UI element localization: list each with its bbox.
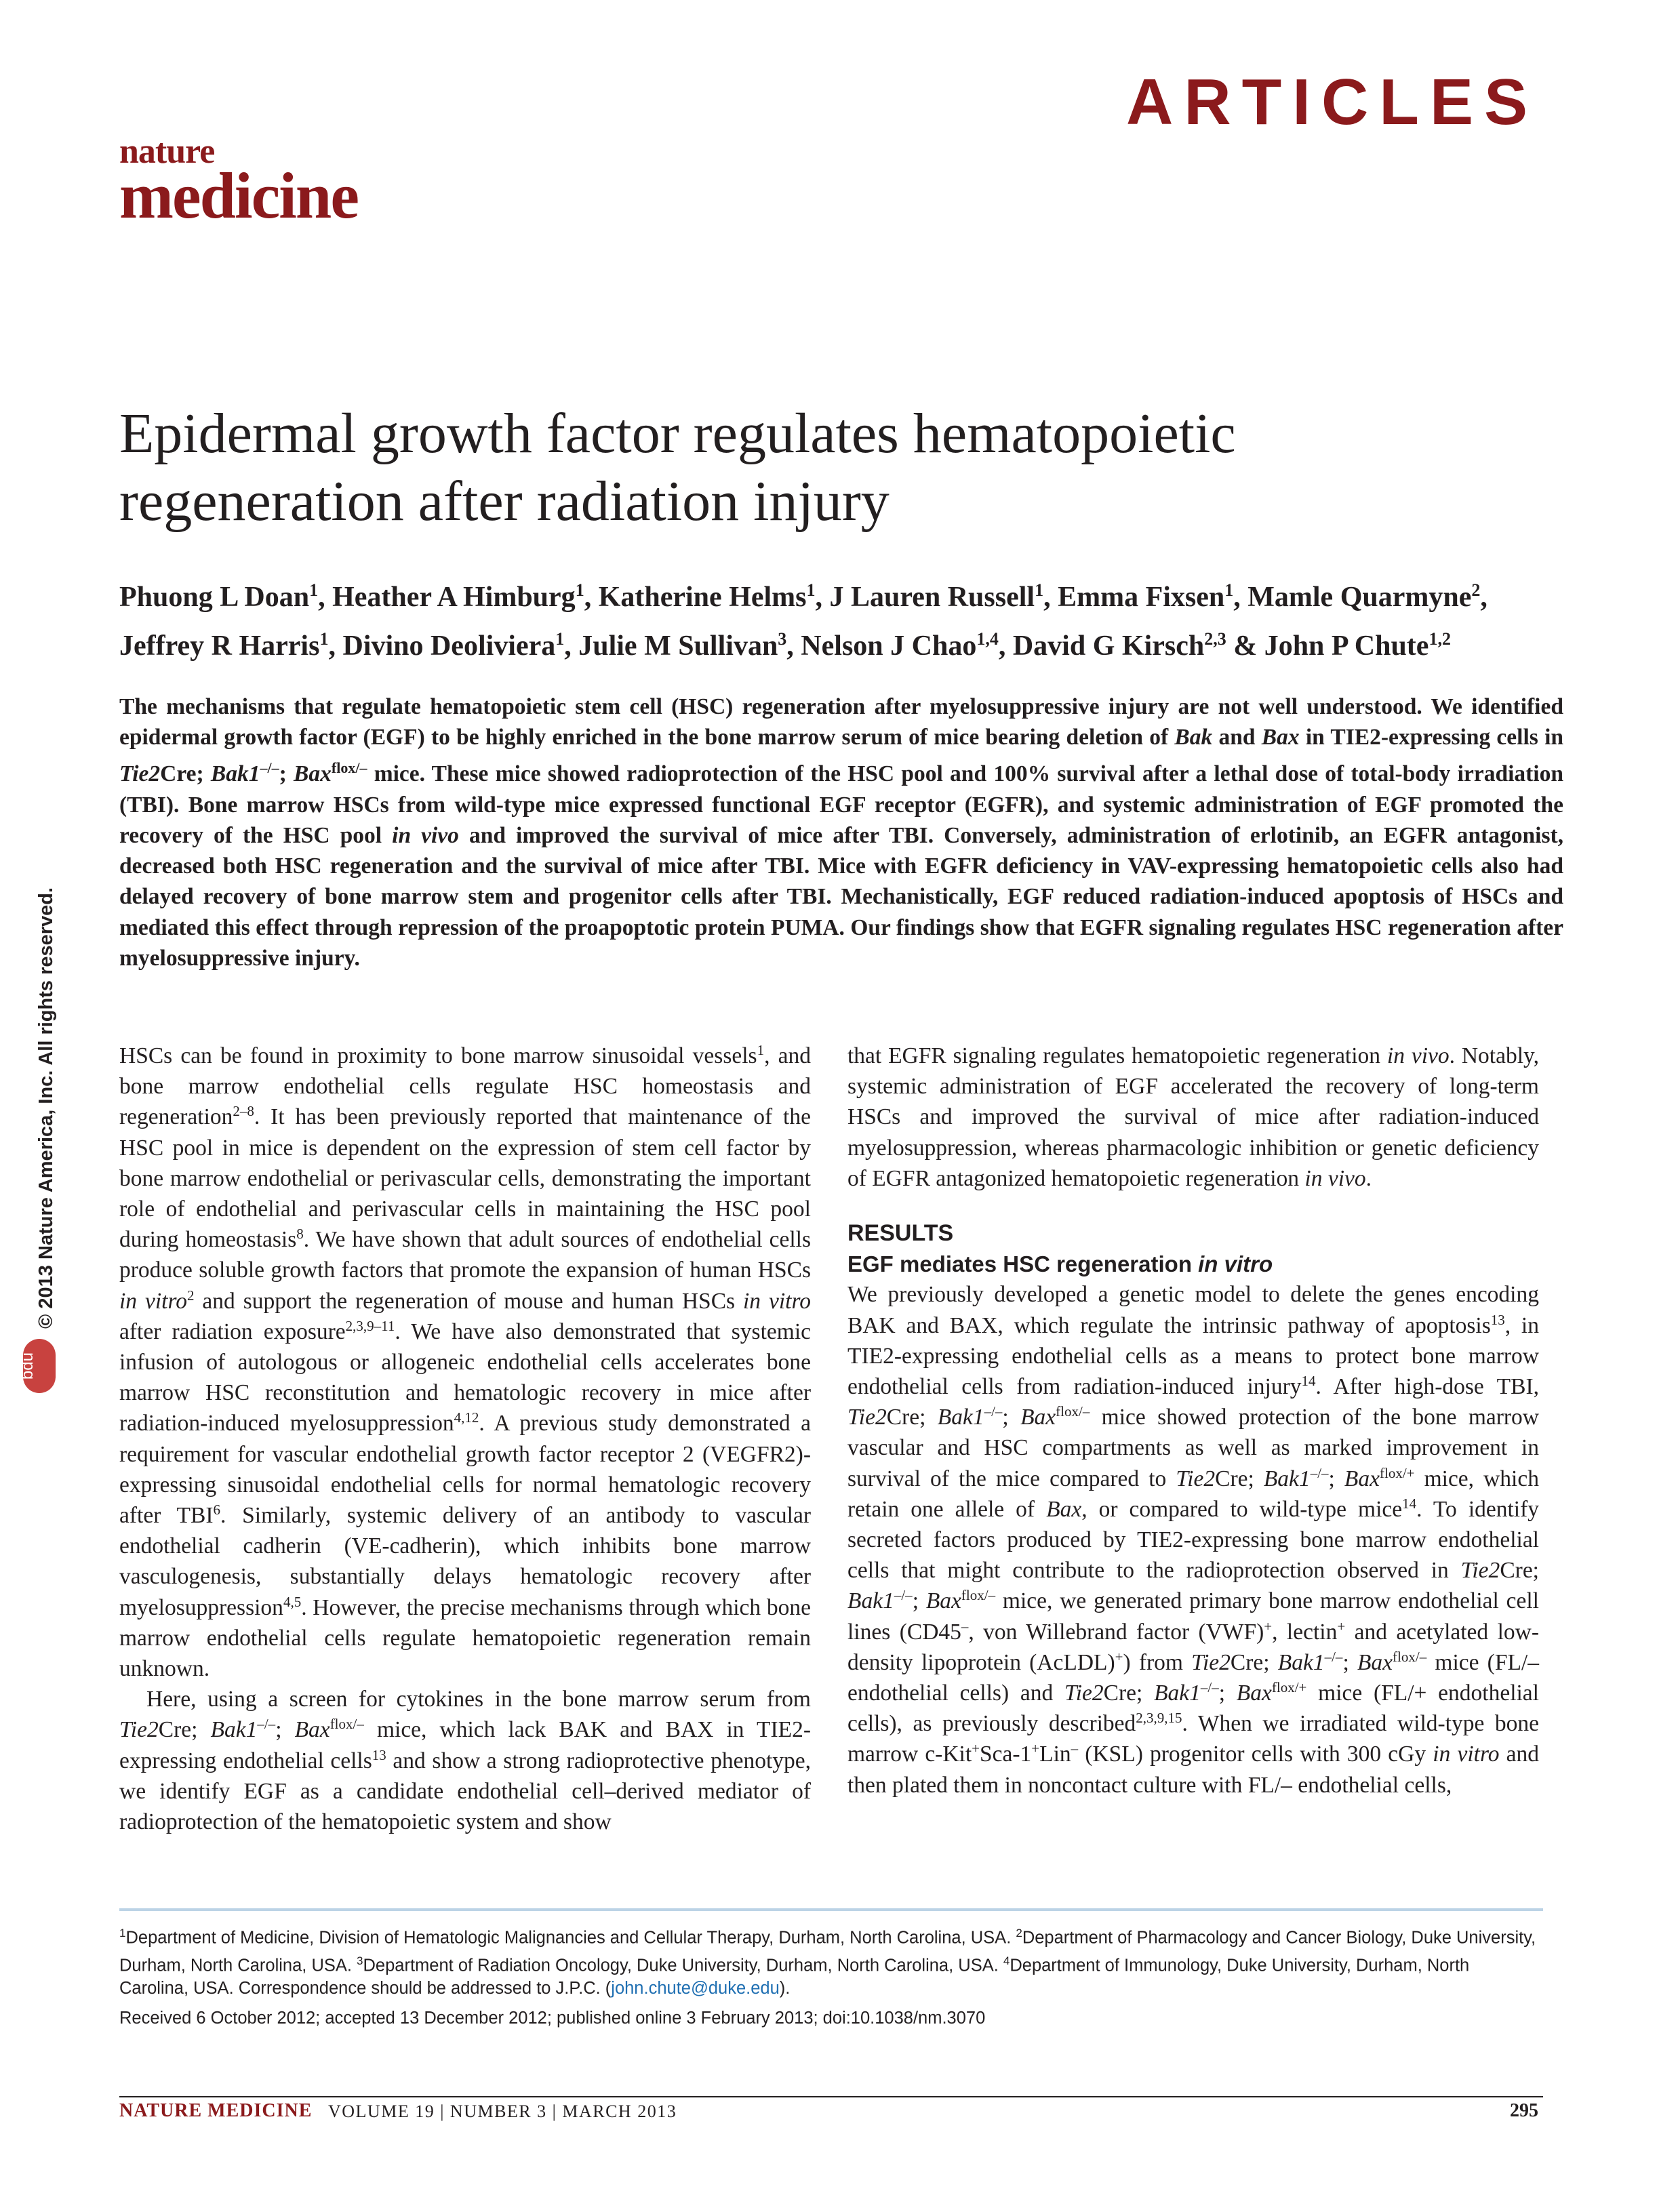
title-line1: Epidermal growth factor regulates hematopoietic xyxy=(119,402,1236,465)
affiliations xyxy=(119,1922,1543,2000)
author-name: J Lauren Russell xyxy=(829,582,1035,613)
article-title xyxy=(119,400,1543,536)
author-name: Julie M Sullivan xyxy=(578,630,778,662)
npg-logo: npg xyxy=(23,1339,56,1393)
author-list: Phuong L Doan$^1$, Heather A Himburg$^1$, Katherine Helms$^1$, J Lauren Russell$^1$, Emma Fixsen$^1$, Mamle Quarmyne$^2$, Jeffrey R Harris$^1$, Divino Deoliviera$^1$, Julie M Sullivan$^3$, Nelson J Chao$^{1,4}$, David G Kirsch$^{2,3}$ & John P Chute$^{1,2}$ xyxy=(119,580,1487,662)
text-run: mice (FL/– endothelial cells) and xyxy=(847,1649,1539,1706)
abstract-sup: flox/– xyxy=(331,759,367,777)
italic-run: Bax xyxy=(1020,1405,1056,1430)
author-name: John P Chute xyxy=(1264,630,1429,662)
journal-logo xyxy=(119,132,358,232)
author-affiliation: 1,4 xyxy=(976,629,999,649)
title-line2: regeneration after radiation injury xyxy=(119,470,890,533)
body-column-right xyxy=(847,1041,1539,1801)
superscript: – xyxy=(961,1617,969,1634)
abstract-text: Cre; xyxy=(160,761,211,787)
footer-divider xyxy=(119,2096,1543,2097)
text-run: Cre; xyxy=(1215,1466,1264,1491)
superscript: 4,5 xyxy=(283,1593,302,1610)
author-affiliation: 1 xyxy=(806,580,816,600)
text-run: Cre; xyxy=(1103,1681,1155,1706)
text-run: Department of Medicine, Division of Hematologic Malignancies and Cellular Therapy, Durham, North Carolina, USA. xyxy=(125,1928,1016,1948)
text-run: mice, which retain one allele of xyxy=(847,1466,1539,1522)
superscript: flox/+ xyxy=(1380,1464,1415,1481)
italic-run: Bax xyxy=(1236,1681,1272,1706)
text-run: Here, using a screen for cytokines in the bone marrow serum from xyxy=(146,1687,811,1712)
section-heading-results: RESULTS xyxy=(847,1220,954,1247)
superscript: 4,12 xyxy=(454,1409,479,1426)
text-run: , von Willebrand factor (VWF) xyxy=(968,1619,1264,1645)
text-run: HSCs can be found in proximity to bone marrow sinusoidal vessels xyxy=(119,1043,757,1068)
abstract-italic: in vivo xyxy=(392,822,459,848)
italic-run: Bak1 xyxy=(1277,1649,1325,1675)
author-affiliation: 2,3 xyxy=(1204,629,1226,649)
italic-run: in vitro xyxy=(119,1288,188,1314)
italic-run: Bax xyxy=(1046,1496,1082,1522)
superscript: 2–8 xyxy=(233,1103,254,1120)
italic-run: Bak1 xyxy=(847,1588,894,1614)
superscript: 8 xyxy=(296,1226,304,1243)
text-run: and acetylated low-density lipoprotein (AcLDL) xyxy=(847,1619,1539,1675)
abstract-gene: Bak xyxy=(1174,725,1213,750)
text-run: ). xyxy=(779,1979,791,1998)
author-name: Nelson J Chao xyxy=(801,630,977,662)
superscript: –/– xyxy=(894,1587,913,1604)
text-run: Cre; xyxy=(1500,1558,1539,1584)
italic-run: Bak1 xyxy=(1263,1466,1311,1491)
abstract-gene: Bak1 xyxy=(210,761,260,787)
text-run: . When we irradiated wild-type bone marrow c-Kit xyxy=(847,1711,1540,1767)
italic-run: Tie2 xyxy=(1460,1558,1500,1584)
abstract-gene: Bax xyxy=(1261,725,1300,750)
page-number: 295 xyxy=(1510,2100,1538,2121)
italic-run: in vivo xyxy=(1304,1165,1366,1191)
superscript: –/– xyxy=(984,1403,1003,1420)
italic-run: Bax xyxy=(1344,1466,1380,1491)
text-run: . To identify secreted factors produced by TIE2-expressing bone marrow endothelial cells that might contribute to the radioprotection observed in xyxy=(847,1496,1540,1584)
text-run: ; xyxy=(912,1588,926,1614)
superscript: 14 xyxy=(1301,1372,1316,1389)
superscript: flox/– xyxy=(329,1716,364,1733)
logo-line1: nature xyxy=(119,132,215,171)
abstract-text: and improved the survival of mice after TBI. Conversely, administration of erlotinib, an EGFR antagonist, decreased both HSC regeneration and the survival of mice after TBI. Mice with EGFR deficiency in VAV-expressing hematopoietic cells also had delayed recovery of bone marrow stem and progenitor cells after TBI. Mechanistically, EGF reduced radiation-induced apoptosis of HSCs and mediated this effect through repression of the proapoptotic protein PUMA. Our findings show that EGFR signaling regulates HSC regeneration after myelosuppressive injury. xyxy=(119,822,1564,971)
italic-run: Tie2 xyxy=(847,1405,887,1430)
text-run: ; xyxy=(275,1717,295,1743)
text-run: Department of Pharmacology and Cancer Biology, Duke University, Durham, North Carolina, USA. xyxy=(119,1928,1536,1975)
abstract-gene: Bax xyxy=(294,761,332,787)
paragraph xyxy=(119,1684,811,1837)
text-run: mice, which lack BAK and BAX in TIE2-expressing endothelial cells xyxy=(119,1717,811,1773)
text-run: ; xyxy=(1002,1405,1021,1430)
superscript: + xyxy=(1115,1648,1123,1665)
superscript: 1 xyxy=(757,1041,765,1058)
abstract-text: and xyxy=(1212,725,1262,750)
logo-line2: medicine xyxy=(119,159,358,232)
superscript: –/– xyxy=(1310,1464,1329,1481)
superscript: flox/+ xyxy=(1271,1678,1307,1695)
author-name: Mamle Quarmyne xyxy=(1247,582,1472,613)
author-name: Emma Fixsen xyxy=(1058,582,1225,613)
superscript: + xyxy=(1337,1617,1346,1634)
text-run: Department of Radiation Oncology, Duke University, Durham, North Carolina, USA. xyxy=(363,1956,1003,1975)
italic-run: Bax xyxy=(925,1588,961,1614)
abstract-gene: Tie2 xyxy=(119,761,161,787)
section-label: ARTICLES xyxy=(1126,66,1538,138)
text-run: , and bone marrow endothelial cells regulate HSC homeostasis and regeneration xyxy=(119,1043,811,1130)
text-run: Department of Immunology, Duke University, Durham, North Carolina, USA. Correspondence should be addressed to J.P.C. ( xyxy=(119,1956,1470,1998)
author-name: Jeffrey R Harris xyxy=(119,630,320,662)
italic-run: Tie2 xyxy=(119,1717,159,1743)
text-run: Cre; xyxy=(158,1717,211,1743)
text-run: and support the regeneration of mouse and human HSCs xyxy=(194,1288,743,1314)
italic-run: Bak1 xyxy=(1154,1681,1201,1706)
italic-run: in vitro xyxy=(1433,1742,1500,1767)
text-run: Cre; xyxy=(886,1405,938,1430)
text-run: and then plated them in noncontact culture with FL/– endothelial cells, xyxy=(847,1742,1540,1798)
author-affiliation: 1 xyxy=(575,580,584,600)
superscript: flox/– xyxy=(961,1587,996,1604)
text-run: We previously developed a genetic model to delete the genes encoding BAK and BAX, which regulate the intrinsic pathway of apoptosis xyxy=(847,1282,1539,1338)
footer-issue: VOLUME 19 | NUMBER 3 | MARCH 2013 xyxy=(328,2102,677,2121)
text-run: mice showed protection of the bone marrow vascular and HSC compartments as well as marked improvement in survival of the mice compared to xyxy=(847,1405,1539,1491)
superscript: 2,3,9,15 xyxy=(1136,1710,1182,1727)
superscript: 4 xyxy=(1003,1954,1010,1967)
author-name: Heather A Himburg xyxy=(332,582,576,613)
abstract-text: mice. These mice showed radioprotection of the HSC pool and 100% survival after a lethal dose of total-body irradiation (TBI). Bone marrow HSCs from wild-type mice expressed functional EGF receptor (EGFR), and systemic administration of EGF promoted the recovery of the HSC pool xyxy=(119,761,1563,848)
superscript: 2,3,9–11 xyxy=(345,1317,395,1334)
italic-run: in vitro xyxy=(743,1288,812,1314)
text-run: . It has been previously reported that maintenance of the HSC pool in mice is dependent on the expression of stem cell factor by bone marrow endothelial or perivascular cells, demonstrating the important role of endothelial and perivascular cells in maintaining the HSC pool during homeostasis xyxy=(119,1104,811,1253)
text-run: ; xyxy=(1218,1681,1237,1706)
superscript: –/– xyxy=(1200,1678,1219,1695)
received-dates: Received 6 October 2012; accepted 13 December 2012; published online 3 February 2013; doi:10.1038/nm.3070 xyxy=(119,2009,986,2028)
text-run: . xyxy=(1365,1165,1372,1191)
abstract-text: The mechanisms that regulate hematopoietic stem cell (HSC) regeneration after myelosuppressive injury are not well understood. We identified epidermal growth factor (EGF) to be highly enriched in the bone marrow serum of mice bearing deletion of xyxy=(119,694,1563,750)
author-affiliation: 1 xyxy=(1224,580,1234,600)
superscript: + xyxy=(1264,1617,1273,1634)
text-run: Cre; xyxy=(1230,1649,1278,1675)
author-affiliation: 1 xyxy=(309,580,319,600)
superscript: + xyxy=(1031,1740,1040,1757)
italic-run: Tie2 xyxy=(1176,1466,1216,1491)
superscript: –/– xyxy=(1324,1648,1343,1665)
abstract xyxy=(119,691,1563,973)
text-run: ; xyxy=(1342,1649,1357,1675)
author-name: David G Kirsch xyxy=(1012,630,1205,662)
text-run: that EGFR signaling regulates hematopoietic regeneration xyxy=(847,1043,1387,1068)
italic-run: Bax xyxy=(294,1717,330,1743)
italic-run: Tie2 xyxy=(1191,1649,1231,1675)
author-affiliation: 2 xyxy=(1471,580,1481,600)
text-run: . We have also demonstrated that systemic infusion of autologous or allogeneic endothelial cells accelerates bone marrow HSC reconstitution and hematologic recovery in mice after radiation-induced myelosuppression xyxy=(119,1319,811,1436)
text-run: , lectin xyxy=(1272,1619,1338,1645)
paragraph xyxy=(119,1041,811,1684)
text-run: , or compared to wild-type mice xyxy=(1081,1496,1403,1522)
abstract-text: in TIE2-expressing cells in xyxy=(1299,725,1564,750)
author-affiliation: 3 xyxy=(778,629,787,649)
superscript: 14 xyxy=(1402,1495,1417,1512)
text-run: ) from xyxy=(1123,1649,1192,1675)
superscript: 6 xyxy=(213,1501,221,1518)
text-run: ; xyxy=(1328,1466,1344,1491)
text-run: . A previous study demonstrated a requirement for vascular endothelial growth factor receptor 2 (VEGFR2)-expressing sinusoidal endothelial cells for normal hematologic recovery after TBI xyxy=(119,1411,811,1529)
author-affiliation: 1 xyxy=(319,629,329,649)
text-run: . After high-dose TBI, xyxy=(1315,1374,1539,1400)
superscript: flox/– xyxy=(1393,1648,1427,1665)
subheading-italic: in vitro xyxy=(1198,1251,1273,1277)
italic-run: Bak1 xyxy=(937,1405,984,1430)
superscript: 13 xyxy=(372,1746,386,1763)
text-run: (KSL) progenitor cells with 300 cGy xyxy=(1078,1742,1433,1767)
text-run: . We have shown that adult sources of endothelial cells produce soluble growth factors that promote the expansion of human HSCs xyxy=(119,1227,811,1283)
subsection-heading xyxy=(847,1249,1539,1279)
italic-run: Bax xyxy=(1357,1649,1393,1675)
author-affiliation: 1,2 xyxy=(1429,629,1451,649)
abstract-sup: –/– xyxy=(260,759,279,777)
italic-run: Bak1 xyxy=(210,1717,258,1743)
text-run: mice (FL/+ endothelial cells), as previously described xyxy=(847,1681,1539,1737)
footnote-divider xyxy=(119,1908,1543,1911)
author-name: Phuong L Doan xyxy=(119,582,310,613)
paragraph xyxy=(847,1279,1539,1800)
subheading-text: EGF mediates HSC regeneration xyxy=(847,1251,1199,1277)
author-name: Katherine Helms xyxy=(598,582,807,613)
superscript: + xyxy=(972,1740,980,1757)
author-affiliation: 1 xyxy=(1035,580,1044,600)
superscript: flox/– xyxy=(1056,1403,1090,1420)
superscript: – xyxy=(1071,1740,1079,1757)
body-column-left xyxy=(119,1041,811,1837)
email-link[interactable]: john.chute@duke.edu xyxy=(611,1979,780,1998)
text-run: Sca-1 xyxy=(980,1742,1032,1767)
text-run: , in TIE2-expressing endothelial cells as a means to protect bone marrow endothelial cells from radiation-induced injury xyxy=(847,1312,1539,1400)
text-run: . Notably, systemic administration of EGF accelerated the recovery of long-term HSCs and improved the survival of mice after radiation-induced myelosuppression, whereas pharmacologic inhibition or genetic deficiency of EGFR antagonized hematopoietic regeneration xyxy=(847,1043,1539,1191)
text-run: Lin xyxy=(1039,1742,1071,1767)
paragraph xyxy=(847,1041,1539,1194)
superscript: 3 xyxy=(357,1954,363,1967)
text-run: and show a strong radioprotective phenotype, we identify EGF as a candidate endothelial cell–derived mediator of radioprotection of the hematopoietic system and show xyxy=(119,1748,811,1835)
superscript: 13 xyxy=(1490,1311,1505,1328)
superscript: 1 xyxy=(119,1927,126,1939)
abstract-text: ; xyxy=(279,761,294,787)
footer-journal: NATURE MEDICINE xyxy=(119,2100,313,2121)
italic-run: Tie2 xyxy=(1064,1681,1104,1706)
side-copyright: © 2013 Nature America, Inc. All rights reserved. xyxy=(35,887,57,1329)
text-run: after radiation exposure xyxy=(119,1319,346,1344)
superscript: 2 xyxy=(1016,1927,1022,1939)
superscript: 2 xyxy=(187,1287,195,1304)
text-run: mice, we generated primary bone marrow endothelial cell lines (CD45 xyxy=(847,1588,1539,1645)
author-affiliation: 1 xyxy=(555,629,565,649)
superscript: –/– xyxy=(257,1716,276,1733)
text-run: . Similarly, systemic delivery of an antibody to vascular endothelial cadherin (VE-cadherin), which inhibits bone marrow vasculogenesis, substantially delays hematologic recovery after myelosuppression xyxy=(119,1503,812,1620)
text-run: . However, the precise mechanisms through which bone marrow endothelial cells regulate hematopoietic regeneration remain unknown. xyxy=(119,1594,811,1682)
author-name: Divino Deoliviera xyxy=(342,630,556,662)
italic-run: in vivo xyxy=(1386,1043,1450,1068)
